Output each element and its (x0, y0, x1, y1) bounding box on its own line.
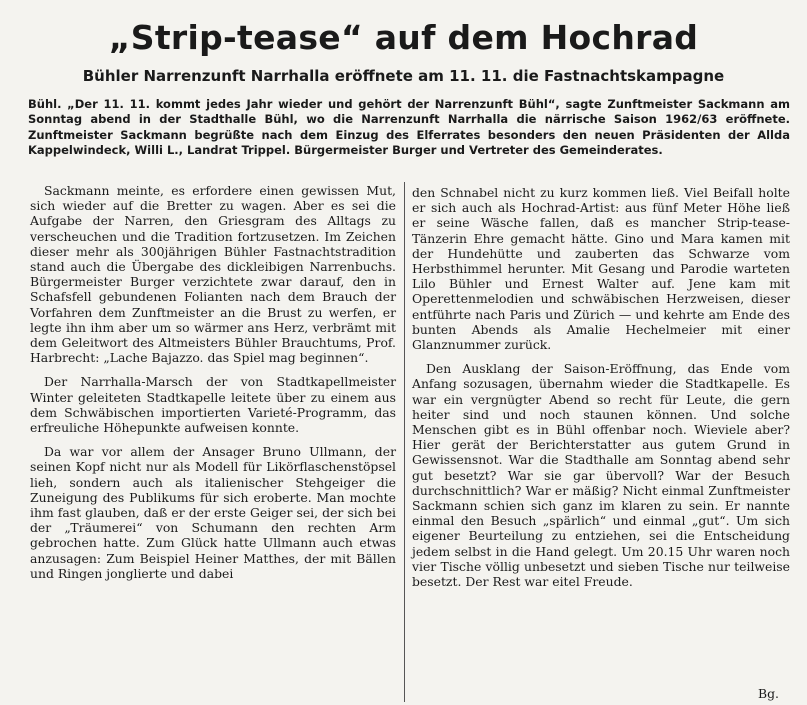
body-paragraph: Den Ausklang der Saison-Eröffnung, das Ende vom Anfang sozusagen, übernahm wieder die Stadtkapelle. Es war ein vergnügter Abend so recht für Leute, die gern heiter sind und noch staunen können. Und solche Menschen gibt es in Bühl offenbar noch. Wieviele aber? Hier gerät der Berichterstatter aus gutem Grund in Gewissensnot. War die Stadthalle am Sonntag abend sehr gut besetzt? War sie gar übervoll? War der Besuch durchschnittlich? War er mäßig? Nicht einmal Zunftmeister Sackmann schien sich ganz im klaren zu sein. Er nannte einmal den Besuch „spärlich“ und einmal „gut“. Um sich eigener Beurteilung zu entziehen, sei die Entscheidung jedem selbst in die Hand gelegt. Um 20.15 Uhr waren noch vier Tische völlig unbesetzt und sieben Tische nur teilweise besetzt. Der Rest war eitel Freude. (412, 361, 790, 590)
author-signature: Bg. (758, 686, 779, 701)
body-paragraph: Da war vor allem der Ansager Bruno Ullmann, der seinen Kopf nicht nur als Modell für Likörflaschenstöpsel lieh, sondern auch als italienischer Stehgeiger die Zuneigung des Publikums für sich eroberte. Man mochte ihm fast glauben, daß er der erste Geiger sei, der sich bei der „Träumerei“ von Schumann den rechten Arm gebrochen hatte. Zum Glück hatte Ullmann auch etwas anzusagen: Zum Beispiel Heiner Matthes, der mit Bällen und Ringen jonglierte und dabei (30, 444, 396, 581)
body-paragraph-continued: den Schnabel nicht zu kurz kommen ließ. Viel Beifall holte er sich auch als Hochrad-Artist: aus fünf Meter Höhe ließ er seine Wäsche fallen, daß es mancher Strip-tease-Tänzerin Ehre gemacht hätte. Gino und Mara kamen mit der Hundehütte und zauberten das Schwarze vom Herbsthimmel herunter. Mit Gesang und Parodie warteten Lilo Bühler und Ernest Walter auf. Jene kam mit Operettenmelodien und schwäbischen Herzweisen, dieser entführte nach Paris und Zürich — und kehrte am Ende des bunten Abends als Amalie Hechelmeier mit einer Glanznummer zurück. (412, 185, 790, 353)
article-left-column (30, 183, 396, 590)
article-lead-paragraph: Bühl. „Der 11. 11. kommt jedes Jahr wieder und gehört der Narrenzunft Bühl“, sagte Zunftmeister Sackmann am Sonntag abend in der Stadthalle Bühl, wo die Narrenzunft Narrhalla die närrische Saison 1962/63 eröffnete. Zunftmeister Sackmann begrüßte nach dem Einzug des Elferrates besonders den neuen Präsidenten der Allda Kappelwindeck, Willi L., Landrat Trippel. Bürgermeister Burger und Vertreter des Gemeinderates. (28, 97, 790, 157)
body-paragraph: Sackmann meinte, es erfordere einen gewissen Mut, sich wieder auf die Bretter zu wagen. Aber es sei die Aufgabe der Narren, den Griesgram des Alltags zu verscheuchen und die Tradition fortzusetzen. Im Zeichen dieser mehr als 300jährigen Bühler Fastnachtstradition stand auch die Übergabe des dickleibigen Narrenbuchs. Bürgermeister Burger verzichtete zwar darauf, den in Schafsfell gebundenen Folianten nach dem Brauch der Vorfahren dem Zunftmeister an die Brust zu werfen, er legte ihn ihm aber um so wärmer ans Herz, verbrämt mit dem Geleitwort des Altmeisters Bühler Brauchtums, Prof. Harbrecht: „Lache Bajazzo. das Spiel mag beginnen“. (30, 183, 396, 366)
column-divider (404, 182, 405, 702)
article-headline: „Strip-tease“ auf dem Hochrad (108, 18, 699, 57)
body-paragraph: Der Narrhalla-Marsch der von Stadtkapellmeister Winter geleiteten Stadtkapelle leitete über zu einem aus dem Schwäbischen importierten Varieté-Programm, das erfreuliche Höhepunkte aufweisen konnte. (30, 374, 396, 436)
article-subheadline: Bühler Narrenzunft Narrhalla eröffnete am 11. 11. die Fastnachtskampagne (82, 67, 725, 85)
article-right-column (412, 185, 790, 598)
